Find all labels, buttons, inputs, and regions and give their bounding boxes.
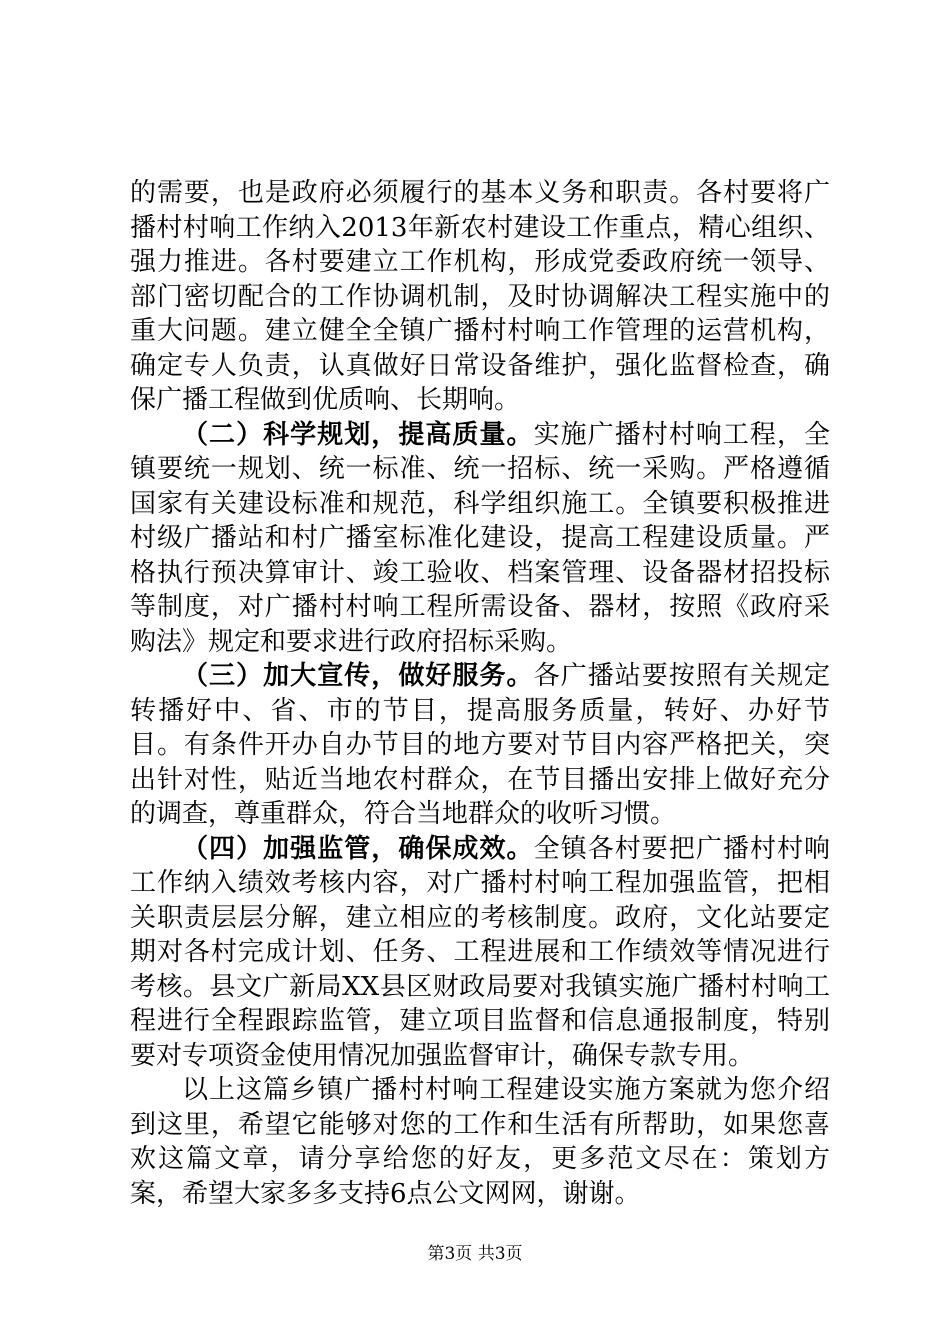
paragraph-supervision <box>130 832 830 1074</box>
paragraph-continuation: 的需要，也是政府必须履行的基本义务和职责。各村要将广播村村响工作纳入2013年新农村建设工作重点，精心组织、强力推进。各村要建立工作机构，形成党委政府统一领导、部门密切配合的工作协调机制，及时协调解决工程实施中的重大问题。建立健全全镇广播村村响工作管理的运营机构，确定专人负责，认真做好日常设备维护，强化监督检查，确保广播工程做到优质响、长期响。 <box>130 178 830 415</box>
paragraph-publicity <box>130 659 830 832</box>
document-body <box>130 176 830 1211</box>
section-text-planning: 实施广播村村响工程，全镇要统一规划、统一标准、统一招标、统一采购。严格遵循国家有关建设标准和规范，科学组织施工。全镇要积极推进村级广播站和村广播室标准化建设，提高工程建设质量。严格执行预决算审计、竣工验收、档案管理、设备器材招投标等制度，对广播村村响工程所需设备、器材，按照《政府采购法》规定和要求进行政府招标采购。 <box>130 419 830 657</box>
section-heading-supervision: （四）加强监管，确保成效。 <box>182 833 534 864</box>
paragraph-planning <box>130 418 830 660</box>
section-text-publicity: 各广播站要按照有关规定转播好中、省、市的节目，提高服务质量，转好、办好节目。有条件开办自办节目的地方要对节目内容严格把关，突出针对性，贴近当地农村群众，在节目播出安排上做好充分的调查，尊重群众，符合当地群众的收听习惯。 <box>130 661 830 829</box>
section-text-supervision: 全镇各村要把广播村村响工作纳入绩效考核内容，对广播村村响工程加强监管，把相关职责层层分解，建立相应的考核制度。政府，文化站要定期对各村完成计划、任务、工程进展和工作绩效等情况进行考核。县文广新局XX县区财政局要对我镇实施广播村村响工程进行全程跟踪监管，建立项目监督和信息通报制度，特别要对专项资金使用情况加强监督审计，确保专款专用。 <box>130 833 830 1071</box>
paragraph-closing: 以上这篇乡镇广播村村响工程建设实施方案就为您介绍到这里，希望它能够对您的工作和生活有所帮助，如果您喜欢这篇文章，请分享给您的好友，更多范文尽在：策划方案，希望大家多多支持6点公文网网，谢谢。 <box>130 1075 830 1209</box>
section-heading-publicity: （三）加大宣传，做好服务。 <box>182 661 534 691</box>
section-heading-planning: （二）科学规划，提高质量。 <box>182 419 534 450</box>
page-number-footer: 第3页 共3页 <box>427 1244 523 1264</box>
